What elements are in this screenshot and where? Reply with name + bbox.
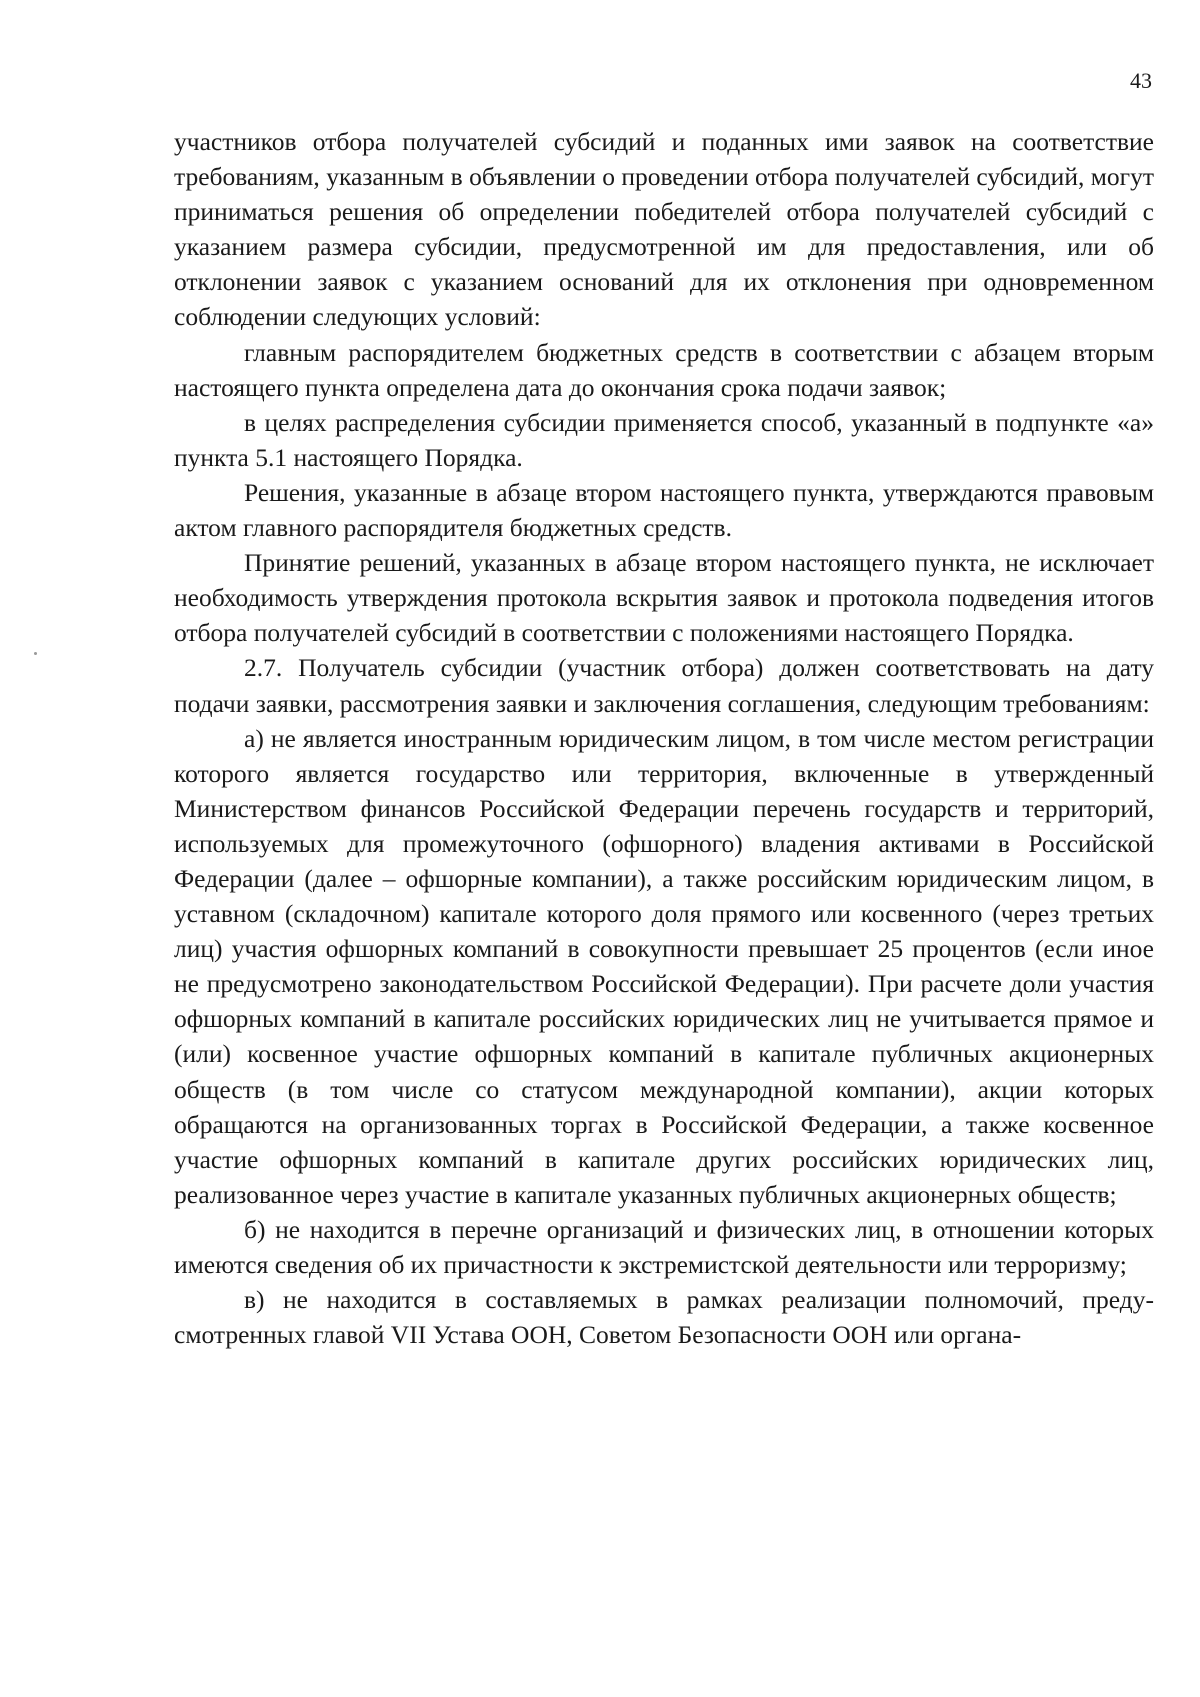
paragraph-requirement-b: б) не находится в перечне организаций и физических лиц, в отношении которых имеются сведения об их причастности к экстремистской деятельности или терроризму; (174, 1214, 1154, 1279)
document-body (174, 124, 1154, 1352)
paragraph-decisions-approval: Решения, указанные в абзаце втором настоящего пункта, утверждаются правовым актом главного распорядителя бюджетных средств. (174, 477, 1154, 543)
paragraph-requirement-a: а) не является иностранным юридическим лицом, в том числе местом регистрации которого является государство или территория, включенные в утвержденный Министерством финансов Российской Федерации перечень государств и территорий, используемых для промежуточного (офшорного) владения активами в Российской Федерации (далее – офшорные компании), а также российским юридическим лицом, в уставном (складочном) капитале которого доля прямого или косвенного (через третьих лиц) участия офшорных компаний в совокупности превышает 25 процентов (если иное не предусмотрено законодательством Российской Федерации). При расчете доли участия офшорных компаний в капитале российских юридических лиц не учитывается прямое и (или) косвенное участие офшорных компаний в капитале публичных акционерных обществ (в том числе со статусом международной компании), акции которых обращаются на организованных торгах в Российской Федерации, а также косвенное участие офшорных компаний в капитале других российских юридических лиц, реализованное через участие в капитале указанных публичных акционерных обществ; (174, 723, 1154, 1209)
paragraph-requirement-v: в) не находится в составляемых в рамках реализации полномочий, предусмотренных главой VII Устава ООН, Советом Безопасности ООН или органа- (174, 1285, 1154, 1350)
paragraph-clause-2-7: 2.7. Получатель субсидии (участник отбора) должен соответствовать на дату подачи заявки, рассмотрения заявки и заключения соглашения, следующим требованиям: (174, 653, 1154, 718)
paragraph-decisions-protocols: Принятие решений, указанных в абзаце втором настоящего пункта, не исключает необходимость утверждения протокола вскрытия заявок и протокола подведения итогов отбора получателей субсидий в соответствии с положениями настоящего Порядка. (174, 548, 1154, 648)
paragraph-continuation: участников отбора получателей субсидий и поданных ими заявок на соответствие требованиям, указанным в объявлении о проведении отбора получателей субсидий, могут приниматься решения об определении победителей отбора получателей субсидий с указанием размера субсидии, предусмотренной им для предоставления, или об отклонении заявок с указанием оснований для их отклонения при одновременном соблюдении следующих условий: (174, 127, 1154, 332)
paragraph-condition-method: в целях распределения субсидии применяется способ, указанный в подпункте «а» пункта 5.1 настоящего Порядка. (174, 407, 1154, 472)
paragraph-condition-deadline: главным распорядителем бюджетных средств в соответствии с абзацем вторым настоящего пункта определена дата до окончания срока подачи заявок; (174, 337, 1154, 402)
scan-speck (34, 652, 37, 655)
page-number: 43 (1130, 68, 1152, 93)
